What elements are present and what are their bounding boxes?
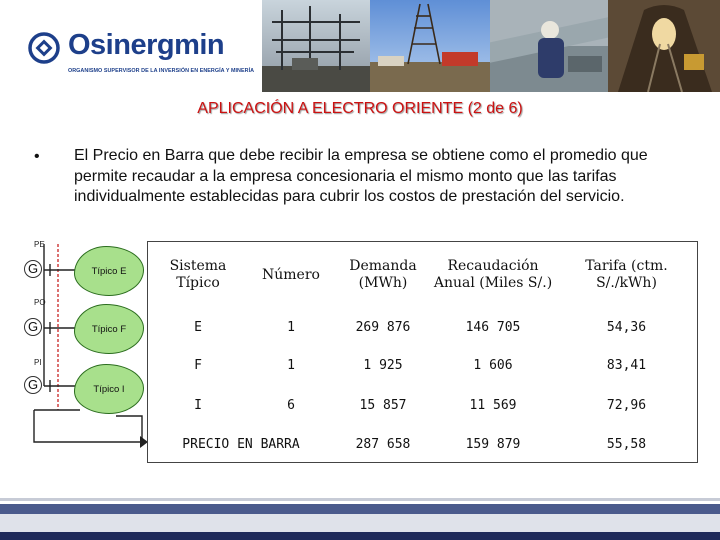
header-sistema: Sistema Típico <box>169 258 227 291</box>
slide-title: APLICACIÓN A ELECTRO ORIENTE (2 de 6) <box>197 100 523 117</box>
bullet-marker: • <box>34 148 40 165</box>
oil-rig-photo <box>370 0 490 92</box>
table-cell-tarifa: 54,36 <box>606 319 647 335</box>
price-table <box>147 241 698 463</box>
table-cell-tarifa: 83,41 <box>606 357 647 373</box>
header-numero: Número <box>262 266 320 283</box>
price-label-po: PO <box>34 298 46 307</box>
table-cell-numero: 1 <box>287 319 295 335</box>
worker-photo <box>490 0 608 92</box>
total-tarifa: 55,58 <box>606 436 647 452</box>
header-tarifa: Tarifa (ctm. S/./kWh) <box>585 258 668 291</box>
table-cell-recaudacion: 11 569 <box>469 397 517 413</box>
bullet-text: El Precio en Barra que debe recibir la empresa se obtiene como el promedio que permite recaudar a la empresa concesionaria el mismo monto que las tarifas individualmente establecidas para cubrir los costos de prestación del servicio. <box>74 147 648 205</box>
generator-icon: G <box>24 376 42 394</box>
table-cell-numero: 1 <box>287 357 295 373</box>
total-demanda: 287 658 <box>355 436 411 452</box>
header-demanda: Demanda (MWh) <box>349 258 417 291</box>
table-cell-demanda: 269 876 <box>355 319 411 335</box>
generator-icon: G <box>24 260 42 278</box>
total-label: PRECIO EN BARRA <box>182 436 300 452</box>
generator-icon: G <box>24 318 42 336</box>
typical-f-area: Típico F <box>74 304 144 354</box>
footer-band <box>0 494 720 540</box>
total-recaudacion: 159 879 <box>465 436 521 452</box>
table-cell-sistema: I <box>194 397 202 413</box>
logo-mark-icon <box>28 32 64 64</box>
price-label-pi: PI <box>34 358 42 367</box>
table-cell-demanda: 1 925 <box>363 357 403 373</box>
typical-i-area: Típico I <box>74 364 144 414</box>
header-photo-strip <box>262 0 720 92</box>
typical-systems-diagram <box>20 238 155 448</box>
table-cell-demanda: 15 857 <box>359 397 407 413</box>
header-recaudacion: Recaudación Anual (Miles S/.) <box>433 258 553 291</box>
substation-photo <box>262 0 370 92</box>
brand-name: Osinergmin <box>68 29 225 61</box>
table-cell-numero: 6 <box>287 397 295 413</box>
typical-e-area: Típico E <box>74 246 144 296</box>
table-cell-recaudacion: 146 705 <box>465 319 521 335</box>
table-cell-tarifa: 72,96 <box>606 397 647 413</box>
table-cell-sistema: E <box>194 319 202 335</box>
brand-subtitle: ORGANISMO SUPERVISOR DE LA INVERSIÓN EN ENERGÍA Y MINERÍA <box>68 68 255 74</box>
header <box>0 0 720 92</box>
table-cell-sistema: F <box>194 357 202 373</box>
table-cell-recaudacion: 1 606 <box>473 357 513 373</box>
osinergmin-logo <box>28 29 258 82</box>
price-label-pe: PE <box>34 240 45 249</box>
mine-tunnel-photo <box>608 0 720 92</box>
